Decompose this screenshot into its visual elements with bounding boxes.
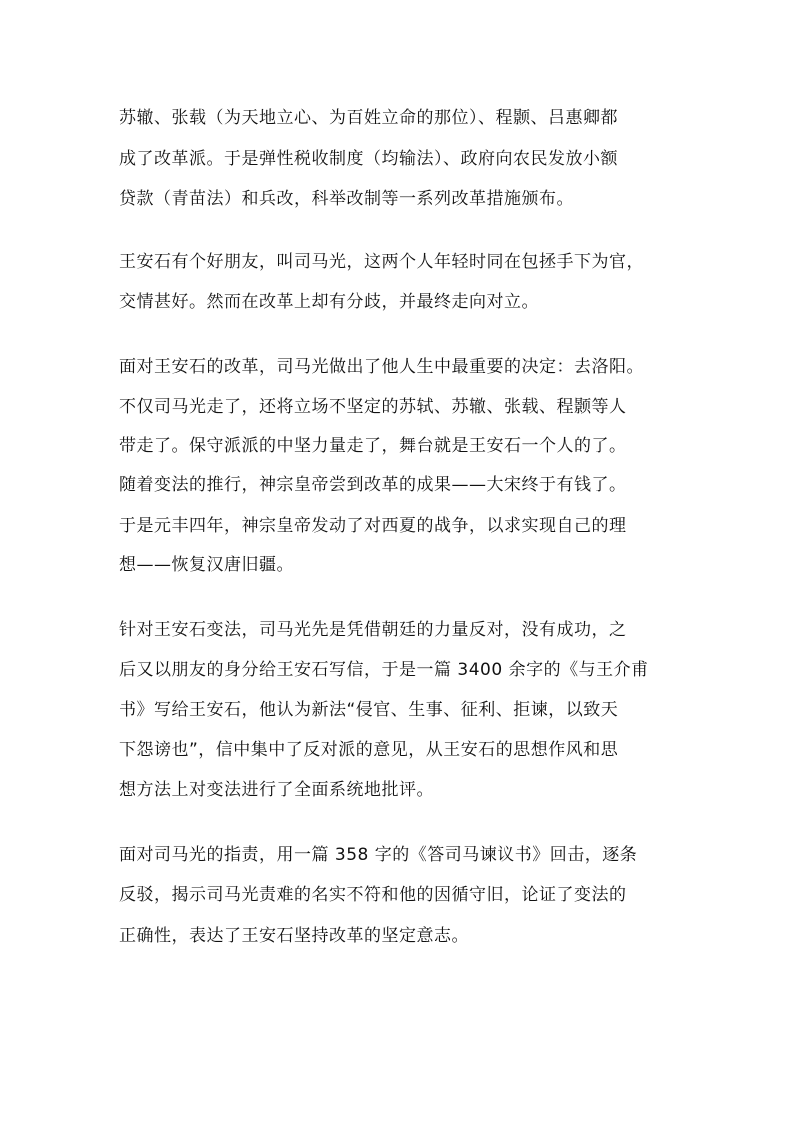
paragraph-2-line-1: 王安石有个好朋友，叫司马光，这两个人年轻时同在包拯手下为官， bbox=[119, 252, 644, 272]
paragraph-3-line-6: 想——恢复汉唐旧疆。 bbox=[119, 555, 294, 575]
paragraph-3-line-3: 带走了。保守派派的中坚力量走了，舞台就是王安石一个人的了。 bbox=[119, 436, 627, 456]
paragraph-3-line-1: 面对王安石的改革，司马光做出了他人生中最重要的决定：去洛阳。 bbox=[119, 357, 644, 377]
paragraph-5-line-2: 反驳，揭示司马光责难的名实不符和他的因循守旧，论证了变法的 bbox=[119, 885, 627, 905]
paragraph-4-line-5: 想方法上对变法进行了全面系统地批评。 bbox=[119, 780, 434, 800]
paragraph-4-line-2: 后又以朋友的身分给王安石写信，于是一篇 3400 余字的《与王介甫 bbox=[119, 660, 649, 680]
paragraph-5-line-1: 面对司马光的指责，用一篇 358 字的《答司马谏议书》回击，逐条 bbox=[119, 845, 638, 865]
paragraph-1-line-3: 贷款（青苗法）和兵改，科举改制等一系列改革措施颁布。 bbox=[119, 189, 574, 209]
paragraph-3-line-4: 随着变法的推行，神宗皇帝尝到改革的成果——大宋终于有钱了。 bbox=[119, 475, 627, 495]
paragraph-1-line-2: 成了改革派。于是弹性税收制度（均输法）、政府向农民发放小额 bbox=[119, 149, 618, 169]
paragraph-1-line-1: 苏辙、张载（为天地立心、为百姓立命的那位）、程颢、吕惠卿都 bbox=[119, 108, 618, 128]
paragraph-3-line-5: 于是元丰四年，神宗皇帝发动了对西夏的战争，以求实现自己的理 bbox=[119, 516, 627, 536]
paragraph-3-line-2: 不仅司马光走了，还将立场不坚定的苏轼、苏辙、张载、程颢等人 bbox=[119, 397, 627, 417]
paragraph-2-line-2: 交情甚好。然而在改革上却有分歧，并最终走向对立。 bbox=[119, 292, 539, 312]
paragraph-4-line-4: 下怨谤也”，信中集中了反对派的意见，从王安石的思想作风和思 bbox=[119, 740, 619, 760]
paragraph-4-line-1: 针对王安石变法，司马光先是凭借朝廷的力量反对，没有成功，之 bbox=[119, 620, 627, 640]
paragraph-5-line-3: 正确性，表达了王安石坚持改革的坚定意志。 bbox=[119, 926, 469, 946]
paragraph-4-line-3: 书》写给王安石，他认为新法“侵官、生事、征利、拒谏，以致天 bbox=[119, 700, 619, 720]
